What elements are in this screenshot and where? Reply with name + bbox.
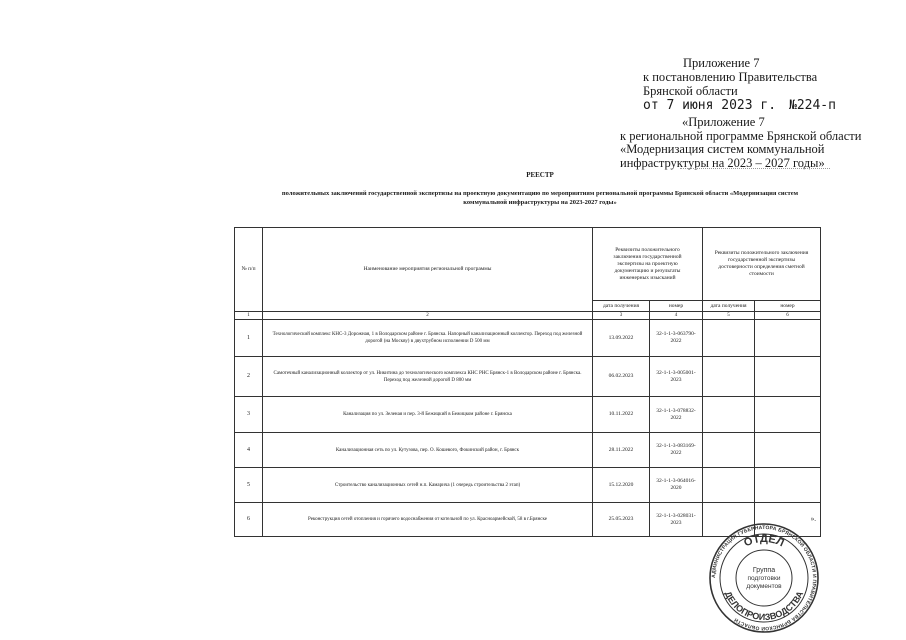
stamp-bottom-text: ДЕЛОПРОИЗВОДСТВА <box>722 589 806 623</box>
program-appendix-label: «Приложение 7 <box>682 115 765 129</box>
stamp-outer-text: АДМИНИСТРАЦИЯ ГУБЕРНАТОРА БРЯНСКОЙ ОБЛАСТИ И ПРАВИТЕЛЬСТВА БРЯНСКОЙ ОБЛАСТИ <box>710 524 818 632</box>
header-block <box>643 56 883 113</box>
row-number: 3 <box>235 397 263 433</box>
column-index: 4 <box>650 312 703 320</box>
date-prefix: от <box>643 98 659 113</box>
stamp-center-2: подготовки <box>747 575 781 582</box>
row-number: 2 <box>235 357 263 397</box>
registry-subtitle-2: коммунальной инфраструктуры на 2023-2027 годы» <box>463 199 617 206</box>
row-number: 6 <box>235 503 263 537</box>
header-group-estimate: Реквизиты положительного заключения государственной экспертизы достоверности определения сметной стоимости <box>703 228 821 301</box>
decree-date-line <box>643 99 883 113</box>
row-reg-estimate <box>755 397 821 433</box>
header-line-2: Брянской области <box>643 84 738 98</box>
header-number-1: номер <box>650 301 703 312</box>
program-line-3: инфраструктуры на 2023 – 2027 годы» <box>620 155 825 170</box>
row-reg-number: 32-1-1-3-028031-2023 <box>650 503 703 537</box>
row-date: 13.09.2022 <box>593 320 650 357</box>
row-name: Технологический комплекс КНС-3 Дорожная, 1 в Володарском районе г. Брянска. Напорный канализационный коллектор. Переход под железной дорогой (на Москву) в двухтрубном исполнении D 500 мм <box>263 320 593 357</box>
header-date-1: дата получения <box>593 301 650 312</box>
row-name: Канализационная сеть по ул. Кутузова, пер. О. Кошевого, Фокинский район, г. Брянск <box>263 433 593 468</box>
official-stamp <box>708 522 820 634</box>
row-date: 28.11.2022 <box>593 433 650 468</box>
row-name: Строительство канализационных сетей н.п. Камарича (1 очередь строительства 2 этап) <box>263 468 593 503</box>
registry-subtitle-1: положительных заключений государственной экспертизы на проектную документацию по мероприятиям региональной программы Брянской области «Модернизация систем <box>281 190 799 197</box>
decree-number: №224-п <box>789 98 836 113</box>
row-reg-number: 32-1-1-3-083169-2022 <box>650 433 703 468</box>
registry-title <box>200 171 880 207</box>
row-number: 1 <box>235 320 263 357</box>
column-index: 3 <box>593 312 650 320</box>
appendix-label: Приложение 7 <box>683 56 760 70</box>
row-reg-estimate <box>755 320 821 357</box>
row-number: 5 <box>235 468 263 503</box>
row-date: 25.05.2023 <box>593 503 650 537</box>
column-index: 1 <box>235 312 263 320</box>
row-reg-number: 32-1-1-3-078832-2022 <box>650 397 703 433</box>
row-date-estimate <box>703 433 755 468</box>
column-index: 2 <box>263 312 593 320</box>
column-index-row <box>235 312 821 320</box>
dotted-rule <box>680 168 830 169</box>
registry-table <box>234 227 821 537</box>
row-reg-number: 32-1-1-3-064016-2020 <box>650 468 703 503</box>
row-reg-estimate <box>755 433 821 468</box>
header-name: Наименование мероприятия региональной программы <box>263 228 593 312</box>
row-date: 06.02.2023 <box>593 357 650 397</box>
table-row <box>235 397 821 433</box>
program-appendix-block <box>620 116 890 170</box>
stamp-top-text: ОТДЕЛ <box>742 532 786 550</box>
row-reg-number: 32-1-1-3-005001-2023 <box>650 357 703 397</box>
row-reg-number: 32-1-1-3-063790-2022 <box>650 320 703 357</box>
row-date-estimate <box>703 357 755 397</box>
row-date: 15.12.2020 <box>593 468 650 503</box>
row-reg-estimate <box>755 468 821 503</box>
header-number: № п/п <box>235 228 263 312</box>
row-date: 10.11.2022 <box>593 397 650 433</box>
row-name: Канализация по ул. Зеленая и пер. 3-й Бежицкий в Бежицком районе г. Брянска <box>263 397 593 433</box>
program-line-1: к региональной программе Брянской области <box>620 128 862 143</box>
row-date-estimate <box>703 397 755 433</box>
table-row <box>235 433 821 468</box>
header-date-2: дата получения <box>703 301 755 312</box>
row-reg-estimate: ». <box>755 503 821 537</box>
table-row <box>235 468 821 503</box>
column-index: 5 <box>703 312 755 320</box>
row-date-estimate <box>703 468 755 503</box>
registry-heading: РЕЕСТР <box>526 171 554 179</box>
header-group-design: Реквизиты положительного заключения государственной экспертизы на проектную документацию и результаты инженерных изысканий <box>593 228 703 301</box>
table-row <box>235 357 821 397</box>
row-name: Реконструкция сетей отопления и горячего водоснабжения от котельной по ул. Красноармейской, 58 в г.Брянске <box>263 503 593 537</box>
table-row <box>235 320 821 357</box>
row-number: 4 <box>235 433 263 468</box>
program-line-2: «Модернизация систем коммунальной <box>620 142 825 156</box>
header-number-2: номер <box>755 301 821 312</box>
header-line-1: к постановлению Правительства <box>643 70 818 84</box>
row-date-estimate <box>703 320 755 357</box>
column-index: 6 <box>755 312 821 320</box>
stamp-center-3: документов <box>746 583 782 590</box>
row-reg-estimate <box>755 357 821 397</box>
decree-date: 7 июня 2023 г. <box>666 98 777 113</box>
row-name: Самотечный канализационный коллектор от ул. Никитина до технологического комплекса КНС РНС Брянск-1 в Володарском районе г. Брянска. Переход под железной дорогой D 800 мм <box>263 357 593 397</box>
stamp-center-1: Группа <box>752 567 776 574</box>
